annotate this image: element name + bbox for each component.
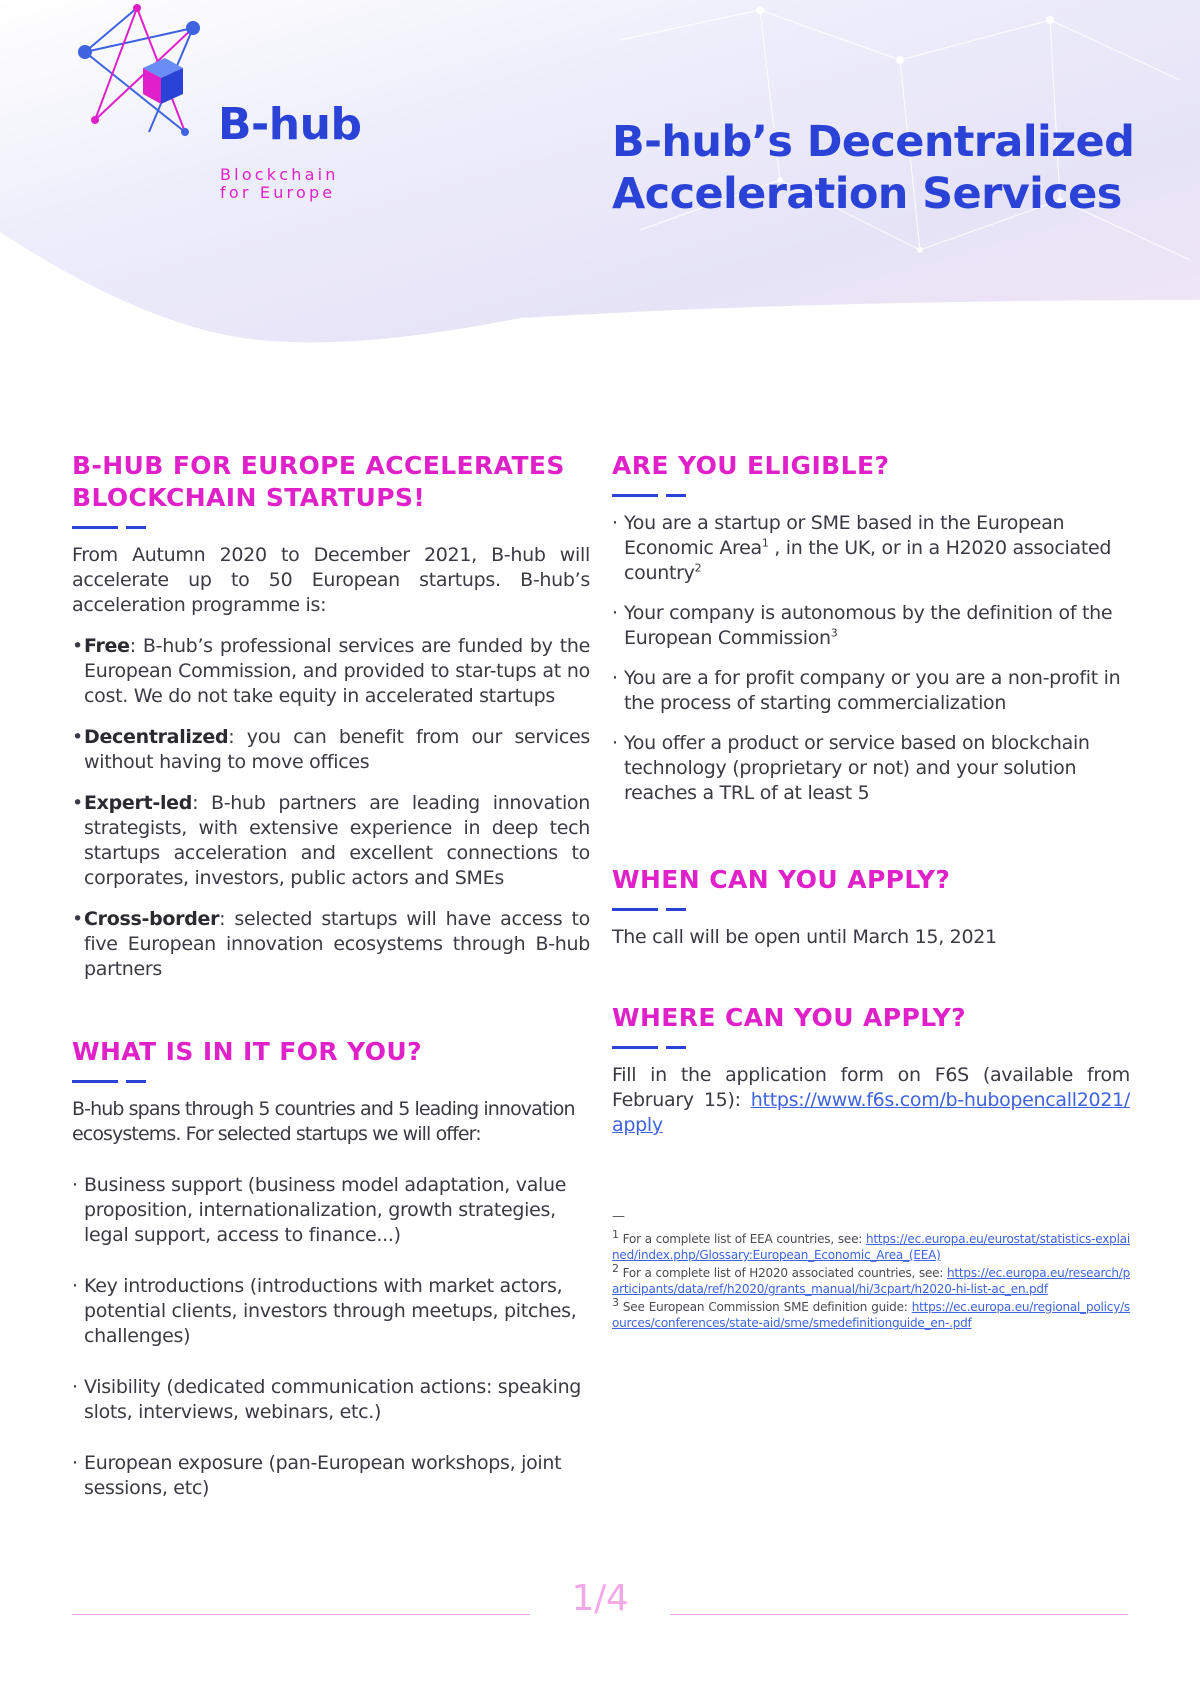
footnote-number: 3 [612, 1296, 619, 1309]
list-item [72, 791, 590, 891]
section-text: The call will be open until March 15, 2021 [612, 926, 997, 948]
section-text [612, 1063, 1130, 1138]
logo-tagline-line-2: for Europe [220, 183, 336, 202]
footnote-link[interactable]: https://ec.europa.eu/regional_policy/sources/conferences/state-aid/sme/smedefinitionguide_en-.pdf [612, 1300, 1130, 1330]
document-title-line-1: B-hub’s Decentralized [612, 117, 1135, 167]
footnote-2 [612, 1262, 1130, 1297]
section-heading: ARE YOU ELIGIBLE? [612, 451, 890, 480]
footnote-ref: 3 [830, 626, 838, 640]
heading-rule [612, 908, 686, 911]
right-column [612, 450, 1130, 1138]
footnote-3 [612, 1296, 1130, 1331]
footer-rule-right [670, 1614, 1128, 1615]
section-heading: WHEN CAN YOU APPLY? [612, 865, 951, 894]
list-item-text: , in the UK, or in a H2020 associated country [624, 537, 1112, 584]
list-item [72, 634, 590, 709]
list-item: · Visibility (dedicated communication actions: speaking slots, interviews, webinars, etc.) [72, 1375, 590, 1425]
list-item-term: Decentralized [84, 726, 229, 748]
footnote-ref: 1 [761, 536, 769, 550]
section-heading [72, 450, 590, 514]
heading-line-1: B-HUB FOR EUROPE ACCELERATES [72, 451, 565, 480]
heading-rule [612, 1046, 686, 1049]
footnote-ref: 2 [694, 561, 702, 575]
list-item: · European exposure (pan-European workshops, joint sessions, etc) [72, 1451, 590, 1501]
list-item-text: Your company is autonomous by the definition of the European Commission [624, 602, 1113, 649]
section-heading: WHERE CAN YOU APPLY? [612, 1003, 967, 1032]
section-what-for-you [72, 1036, 590, 1501]
list-item: · You are a for profit company or you are a non-profit in the process of starting commercialization [612, 666, 1130, 716]
footnote-text: For a complete list of EEA countries, see: [618, 1232, 866, 1246]
list-item-term: Free [84, 635, 130, 657]
footnote-text: See European Commission SME definition guide: [618, 1300, 912, 1314]
section-intro: From Autumn 2020 to December 2021, B-hub will accelerate up to 50 European startups. B-hub’s acceleration programme is: [72, 544, 590, 616]
section-accelerates [72, 450, 590, 982]
page-number: 1/4 [571, 1578, 629, 1619]
list-item [612, 511, 1130, 586]
list-item-term: Expert-led [84, 792, 193, 814]
offer-list [72, 1173, 590, 1501]
footnotes [612, 1204, 1130, 1333]
logo-tagline [220, 166, 339, 202]
logo-wordmark: B-hub [218, 99, 362, 150]
list-item: · Key introductions (introductions with market actors, potential clients, investors through meetups, pitches, challenges) [72, 1274, 590, 1349]
list-item [72, 725, 590, 775]
list-item: · You offer a product or service based on blockchain technology (proprietary or not) and your solution reaches a TRL of at least 5 [612, 731, 1130, 806]
list-item: · Business support (business model adaptation, value proposition, internationalization, growth strategies, legal support, access to finance...) [72, 1173, 590, 1248]
heading-rule [72, 1080, 146, 1083]
list-item-text: : you can benefit from our services without having to move offices [84, 726, 590, 773]
section-eligible [612, 450, 1130, 806]
footnote-link[interactable]: https://ec.europa.eu/eurostat/statistics-explained/index.php/Glossary:European_Economic_Area_(EEA) [612, 1232, 1130, 1262]
document-title-line-2: Acceleration Services [612, 169, 1122, 219]
section-intro: B-hub spans through 5 countries and 5 leading innovation ecosystems. For selected startups we will offer: [72, 1098, 575, 1145]
list-item-term: Cross-border [84, 908, 220, 930]
section-heading: WHAT IS IN IT FOR YOU? [72, 1037, 423, 1066]
footnote-link[interactable]: https://ec.europa.eu/research/participants/data/ref/h2020/grants_manual/hi/3cpart/h2020-hi-list-ac_en.pdf [612, 1266, 1130, 1296]
hero-banner [0, 0, 1200, 360]
footnote-text: For a complete list of H2020 associated countries, see: [618, 1266, 947, 1280]
footnote-separator: — [612, 1209, 625, 1224]
list-item-text: You are a startup or SME based in the European Economic Area [624, 512, 1065, 559]
heading-rule [612, 494, 686, 497]
list-item-text: : B-hub’s professional services are funded by the European Commission, and provided to star-tups at no cost. We do not take equity in accelerated startups [84, 635, 590, 707]
footnote-1 [612, 1228, 1130, 1263]
application-form-link[interactable]: https://www.f6s.com/b-hubopencall2021/apply [612, 1089, 1130, 1136]
programme-list [72, 634, 590, 982]
heading-line-2: BLOCKCHAIN STARTUPS! [72, 483, 426, 512]
list-item [72, 907, 590, 982]
logo-tagline-line-1: Blockchain [220, 165, 339, 184]
list-item [612, 601, 1130, 651]
eligibility-list [612, 511, 1130, 806]
section-text-body: Fill in the application form on F6S (available from February 15): [612, 1064, 1130, 1111]
left-column [72, 450, 590, 1501]
list-item-text: : B-hub partners are leading innovation strategists, with extensive experience in deep tech startups acceleration and excellent connections to corporates, investors, public actors and SMEs [84, 792, 590, 889]
footnote-number: 1 [612, 1228, 619, 1241]
heading-rule [72, 526, 146, 529]
document-title [612, 116, 1172, 220]
footnote-number: 2 [612, 1262, 619, 1275]
section-where [612, 1002, 1130, 1138]
list-item-text: : selected startups will have access to five European innovation ecosystems through B-hub partners [84, 908, 590, 980]
section-when [612, 864, 1130, 950]
footer-rule-left [72, 1614, 530, 1615]
